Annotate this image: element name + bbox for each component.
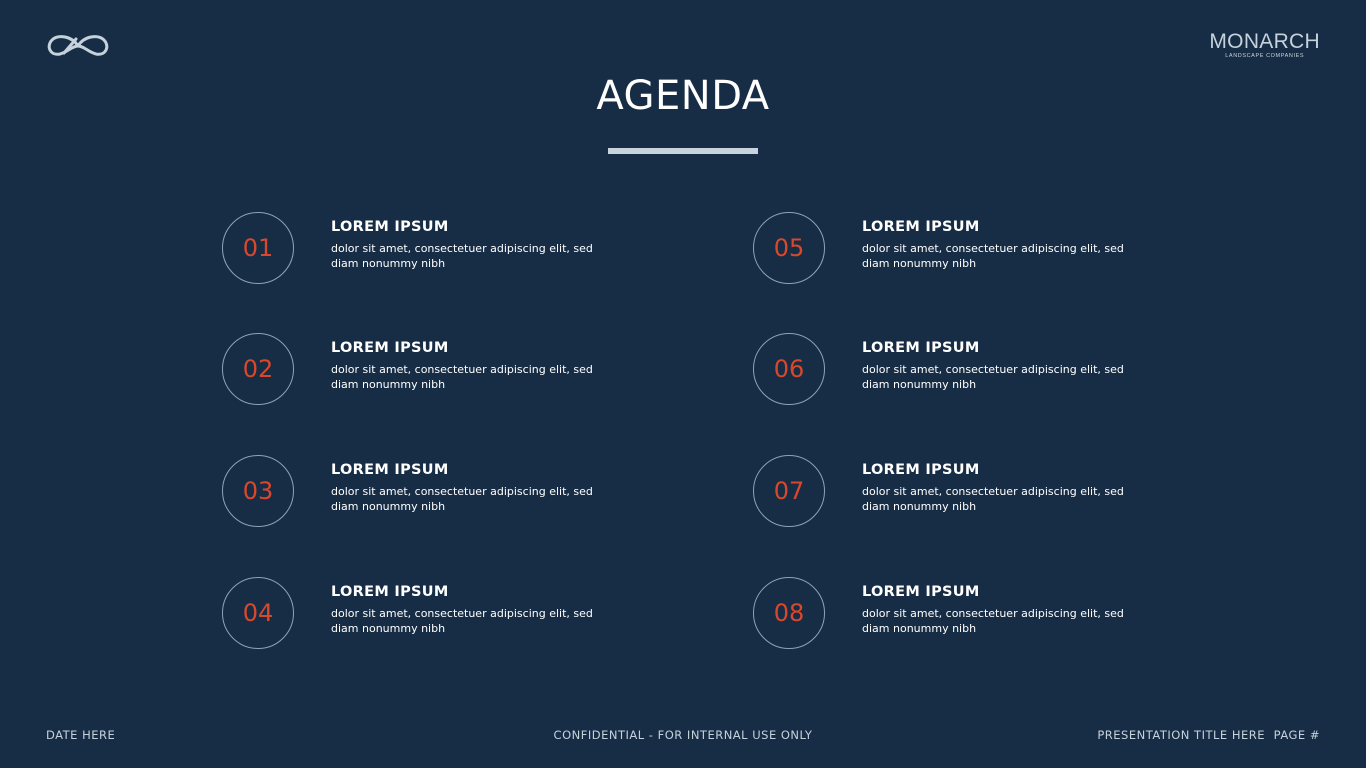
agenda-number-circle: 06 bbox=[753, 333, 825, 405]
agenda-item bbox=[222, 333, 642, 409]
agenda-item-heading: LOREM IPSUM bbox=[331, 584, 449, 600]
page-title: AGENDA bbox=[596, 73, 770, 119]
footer-confidential: CONFIDENTIAL - FOR INTERNAL USE ONLY bbox=[553, 728, 813, 742]
agenda-item-heading: LOREM IPSUM bbox=[331, 219, 449, 235]
agenda-number-circle: 07 bbox=[753, 455, 825, 527]
footer-presentation-title: PRESENTATION TITLE HERE bbox=[1097, 728, 1265, 742]
agenda-item-description: dolor sit amet, consectetuer adipiscing elit, sed diam nonummy nibh bbox=[862, 607, 1124, 635]
agenda-item-description: dolor sit amet, consectetuer adipiscing elit, sed diam nonummy nibh bbox=[862, 363, 1124, 391]
agenda-item-heading: LOREM IPSUM bbox=[862, 219, 980, 235]
agenda-item-description: dolor sit amet, consectetuer adipiscing elit, sed diam nonummy nibh bbox=[331, 607, 593, 635]
agenda-item bbox=[753, 212, 1173, 288]
agenda-item bbox=[222, 577, 642, 653]
agenda-number-circle: 01 bbox=[222, 212, 294, 284]
agenda-number-circle: 04 bbox=[222, 577, 294, 649]
agenda-item-description: dolor sit amet, consectetuer adipiscing elit, sed diam nonummy nibh bbox=[331, 242, 593, 270]
brand-tagline: LANDSCAPE COMPANIES bbox=[1225, 53, 1305, 59]
agenda-item bbox=[753, 333, 1173, 409]
infinity-logo-icon bbox=[44, 32, 112, 60]
agenda-item-heading: LOREM IPSUM bbox=[862, 462, 980, 478]
agenda-number-circle: 05 bbox=[753, 212, 825, 284]
brand-name: MONARCH bbox=[1209, 30, 1320, 53]
agenda-item bbox=[753, 455, 1173, 531]
agenda-item-description: dolor sit amet, consectetuer adipiscing elit, sed diam nonummy nibh bbox=[331, 485, 593, 513]
agenda-item bbox=[222, 212, 642, 288]
agenda-item-heading: LOREM IPSUM bbox=[862, 340, 980, 356]
agenda-item-description: dolor sit amet, consectetuer adipiscing elit, sed diam nonummy nibh bbox=[862, 485, 1124, 513]
agenda-item-heading: LOREM IPSUM bbox=[862, 584, 980, 600]
agenda-item bbox=[222, 455, 642, 531]
agenda-item-description: dolor sit amet, consectetuer adipiscing elit, sed diam nonummy nibh bbox=[862, 242, 1124, 270]
agenda-item-heading: LOREM IPSUM bbox=[331, 462, 449, 478]
agenda-number-circle: 08 bbox=[753, 577, 825, 649]
footer-date: DATE HERE bbox=[46, 728, 116, 742]
agenda-number-circle: 02 bbox=[222, 333, 294, 405]
footer-page-number: PAGE # bbox=[1273, 728, 1320, 742]
agenda-item-description: dolor sit amet, consectetuer adipiscing elit, sed diam nonummy nibh bbox=[331, 363, 593, 391]
agenda-item bbox=[753, 577, 1173, 653]
agenda-number-circle: 03 bbox=[222, 455, 294, 527]
agenda-item-heading: LOREM IPSUM bbox=[331, 340, 449, 356]
brand-logo bbox=[1209, 30, 1320, 59]
title-underline bbox=[608, 148, 758, 154]
